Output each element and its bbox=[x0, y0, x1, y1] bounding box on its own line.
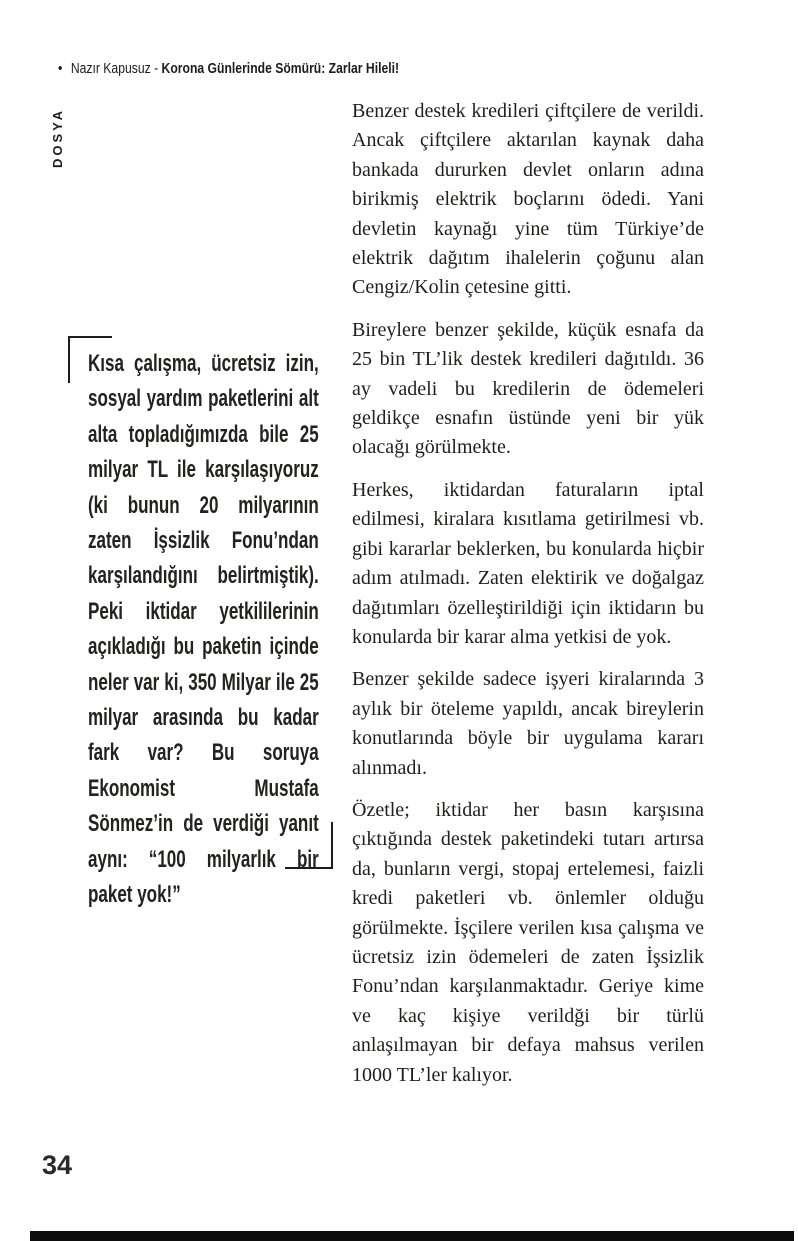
article-paragraph: Bireylere benzer şekilde, küçük esnafa da 25 bin TL’lik destek kredileri dağıtıldı. 36 ay vadeli bu kredilerin de ödemeleri geldikçe esnafın üstünde yeni bir yük olacağı görülmekte. bbox=[352, 318, 704, 459]
section-label-vertical: DOSYA bbox=[50, 107, 65, 168]
pull-quote: Kısa çalışma, ücretsiz izin, sosyal yardım paketlerini alt alta topladığımızda bile 25 milyar TL ile karşılaşıyoruz (ki bunun 20 milyarının zaten İşsizlik Fonu’ndan karşılandığını belirtmiştik). Peki iktidar yetkililerinin açıkladığı bu paketin içinde neler var ki, 350 Milyar ile 25 milyar arasında bu kadar fark var? Bu soruya Ekonomist Mustafa Sönmez’in de verdiği yanıt aynı: “100 milyarlık bir paket yok!” bbox=[88, 350, 319, 909]
article-paragraph: Özetle; iktidar her basın karşısına çıktığında destek paketindeki tutarı artırsa da, bunların vergi, stopaj ertelemesi, faizli kredi paketleri vb. önlemler olduğu görülmekte. İşçilere verilen kısa çalışma ve ücretsiz izin ödemeleri de zaten İşsizlik Fonu’ndan karşılanmaktadır. Geriye kime ve kaç kişiye verildği bir türlü anlaşılmayan bir defaya mahsus verilen 1000 TL’ler kalıyor. bbox=[352, 798, 704, 1086]
page-header bbox=[58, 60, 399, 77]
pullquote-close-bracket bbox=[285, 822, 333, 869]
header-separator: - bbox=[150, 61, 162, 77]
page-number: 34 bbox=[42, 1150, 73, 1180]
article-paragraph: Benzer şekilde sadece işyeri kiralarında 3 aylık bir öteleme yapıldı, ancak bireylerin konutlarında böyle bir uygulama kararı alınmadı. bbox=[352, 668, 704, 779]
bullet-icon: • bbox=[58, 60, 63, 77]
article-body bbox=[352, 97, 704, 1103]
page-bottom-bar bbox=[30, 1231, 794, 1241]
article-paragraph: Herkes, iktidardan faturaların iptal edilmesi, kiralara kısıtlama getirilmesi vb. gibi kararlar beklerken, bu konularda hiçbir adım atılmadı. Zaten elektirik ve doğalgaz dağıtımları özelleştirildiği için iktidarın bu konularda bir karar alma yetkisi de yok. bbox=[352, 478, 704, 648]
article-paragraph: Benzer destek kredileri çiftçilere de verildi. Ancak çiftçilere aktarılan kaynak daha bankada dururken devlet onların adına birikmiş elektrik boçlarını ödedi. Yani devletin kaynağı yine tüm Türkiye’de elektrik dağıtım ihalelerin çoğunu alan Cengiz/Kolin çetesine gitti. bbox=[352, 100, 704, 299]
article-title: Korona Günlerinde Sömürü: Zarlar Hileli! bbox=[161, 61, 400, 77]
author-name: Nazır Kapusuz bbox=[70, 61, 151, 77]
